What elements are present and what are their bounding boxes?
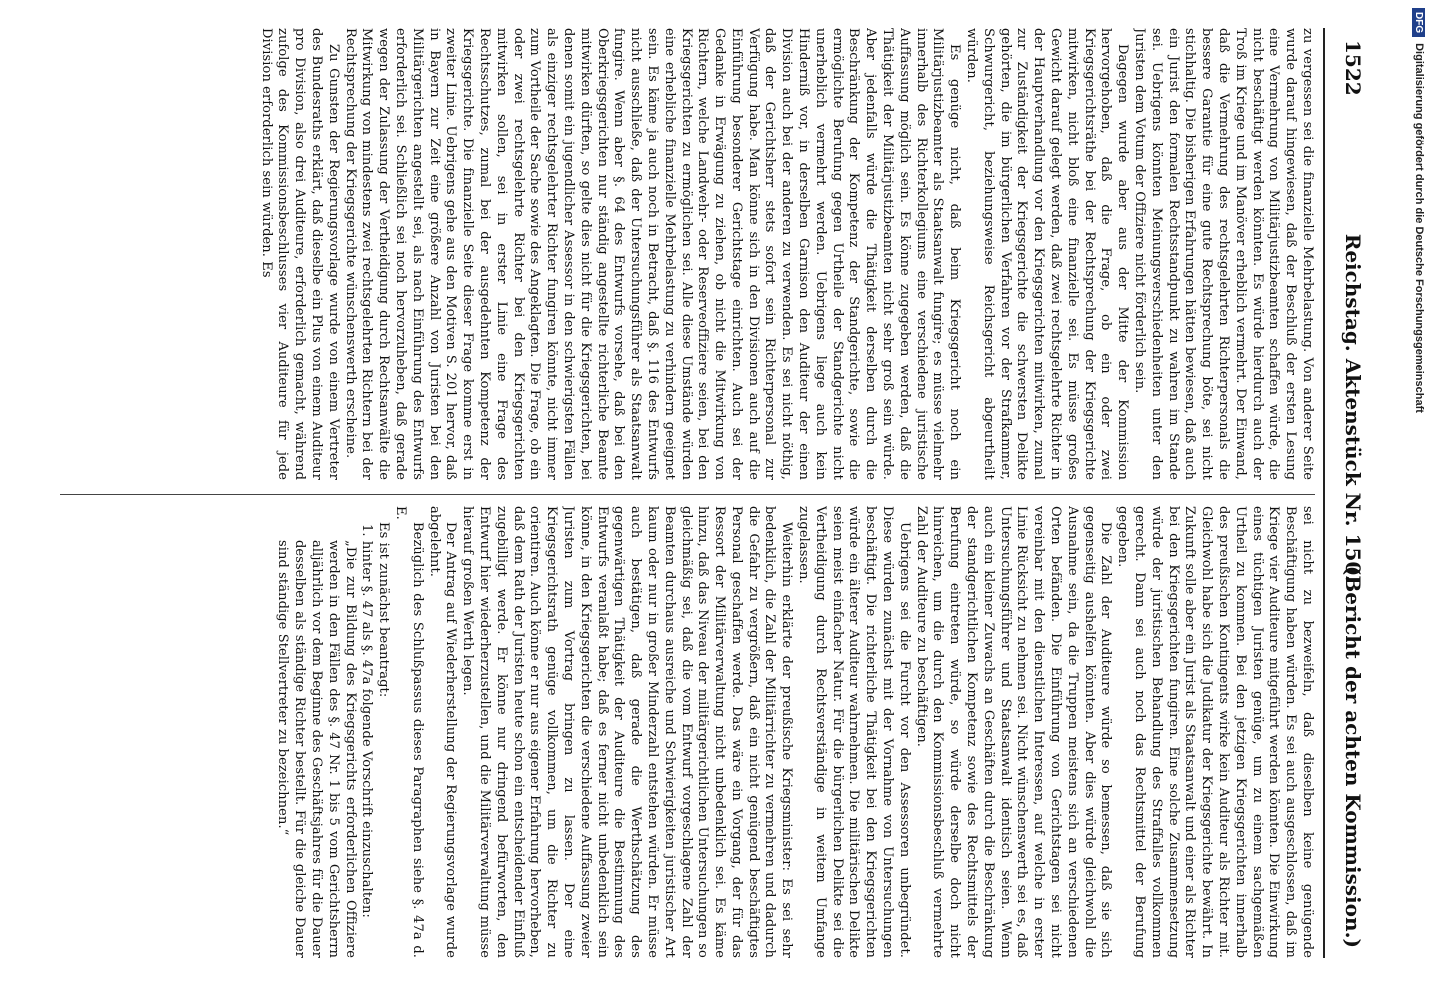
page-number: 1522 bbox=[1341, 40, 1365, 96]
paragraph: Dagegen wurde aber aus der Mitte der Kommission hervorgehoben, daß die Frage, ob ein oder zwei Kriegsgerichtsräthe bei der Rechtsprechung der Kriegsgerichte mitwirken, nicht bloß eine finanzielle sei. Es müsse großes Gewicht darauf gelegt werden, daß zwei rechtsgelehrte Richter in der Hauptverhandlung vor den Kriegsgerichten mitwirken, zumal zur Zuständigkeit der Kriegsgerichte die schwersten Delikte gehörten, die im bürgerlichen Verfahren vor der Strafkammer, Schwurgericht, beziehungsweise Reichsgericht abgeurtheilt würden. bbox=[964, 28, 1131, 480]
right-column bbox=[60, 506, 1315, 958]
header-rule bbox=[1323, 28, 1325, 958]
quoted-provision: „Die zur Bildung des Kriegsgerichts erforderlichen Offiziere werden in den Fällen des §. 47 Nr. 1 bis 5 vom Gerichtsherrn alljährlich vor dem Beginne des Geschäftsjahres für die Dauer desselben als ständige Richter bestellt. Für die gleiche Dauer sind ständige Stellvertreter zu bezeichnen.“ bbox=[275, 540, 358, 958]
paragraph: Zu Gunsten der Regierungsvorlage wurde von einem Vertreter des Bundesraths erklärt, daß dieselbe ein Plus von einem Auditeur pro Division, also drei Auditeure, erforderlich gemacht, während zufolge des Kommissionsbeschlusses vier Auditeure für jede Division erforderlich sein würden. Es bbox=[258, 28, 341, 480]
document-page bbox=[53, 28, 1373, 958]
paragraph: zu vergessen sei die finanzielle Mehrbelastung. Von anderer Seite wurde darauf hingewiesen, daß der Beschluß der ersten Lesung eine Vermehrung von Militärjustizbeamten schaffen würde, die nicht beschäftigt werden könnten. Es würde hierdurch auch der Troß im Kriege und im Manöver erheblich vermehrt. Der Einwand, daß die Vermehrung des rechtsgelehrten Richterpersonals die bessere Garantie für eine gute Rechtsprechung böte, sei nicht stichhaltig. Die bisherigen Erfahrungen hätten bewiesen, daß auch ein Jurist den formalen Rechtsstandpunkt zu wahren im Stande sei. Uebrigens könnten Meinungsverschiedenheiten unter den Juristen dem Votum der Offiziere nicht förderlich sein. bbox=[1132, 28, 1315, 480]
paragraph: sei nicht zu bezweifeln, daß dieselben keine genügende Beschäftigung haben würden. Es sei auch ausgeschlossen, daß im Kriege vier Auditeure mitgeführt werden könnten. Die Einwirkung eines tüchtigen Juristen genüge, um zu einem sachgemäßen Urtheil zu kommen. Bei den jetzigen Kriegsgerichten innerhalb des preußischen Kontingents wirke kein Auditeur als Richter mit. Gleichwohl habe sich die Judikatur der Kriegsgerichte bewährt. In Zukunft solle aber ein Jurist als Staatsanwalt und einer als Richter bei den Kriegsgerichten fungiren. Eine solche Zusammensetzung würde der juristischen Behandlung des Straffalles vollkommen gerecht. Dann sei auch noch das Rechtsmittel der Berufung gegeben. bbox=[1115, 506, 1315, 958]
paragraph: Uebrigens sei die Furcht vor den Assessoren unbegründet. Diese würden zunächst mit der Vornahme von Untersuchungen beschäftigt. Die richterliche Thätigkeit bei den Kriegsgerichten würde ein älterer Auditeur wahrnehmen. Die militärischen Delikte seien meist einfacher Natur. Für die bürgerlichen Delikte sei die Vertheidigung durch Rechtsverständige in weitem Umfange zugelassen. bbox=[796, 506, 912, 958]
page-header bbox=[1327, 28, 1373, 958]
paragraph: Bezüglich des Schlußpassus dieses Paragraphen siehe §. 47a d. E. bbox=[392, 506, 425, 958]
paragraph: Es genüge nicht, daß beim Kriegsgericht noch ein Militärjustizbeamter als Staatsanwalt fungire; es müsse vielmehr innerhalb des Richterkollegiums eine verschiedene juristische Auffassung möglich sein. Es könne zugegeben werden, daß die Thätigkeit der Militärjustizbeamten nicht sehr groß sein würde. Aber jedenfalls würde die Thätigkeit derselben durch die Beschränkung der Kompetenz der Standgerichte, sowie die ermöglichte Berufung gegen Urtheile der Standgerichte nicht unerheblich vermehrt werden. Uebrigens liege auch kein Hinderniß vor, in derselben Garnison den Auditeur der einen Division auch bei der anderen zu verwenden. Es sei nicht nöthig, daß der Gerichtsherr stets sofort sein Richterpersonal zur Verfügung habe. Man könne sich in den Divisionen auch auf die Einführung besonderer Gerichtstage einrichten. Auch sei der Gedanke in Erwägung zu ziehen, ob nicht die Mitwirkung von Richtern, welche Landwehr- oder Reserveoffiziere seien, bei den Kriegsgerichten zu ermöglichen sei. Alle diese Umstände würden eine erhebliche finanzielle Mehrbelastung zu verhindern geeignet sein. Es käme ja auch noch in Betracht, daß §. 116 des Entwurfs nicht ausschließe, daß der Untersuchungsführer als Staatsanwalt fungire. Wenn aber §. 64 des Entwurfs vorsehe, daß bei den Oberkriegsgerichten nur ständig angestellte richterliche Beamte mitwirken dürften, so gelte dies nicht für die Kriegsgerichten, bei denen somit ein jugendlicher Assessor in den schwierigsten Fällen als einziger rechtsgelehrter Richter fungiren könnte, nicht immer zum Vortheile der Sache sowie des Angeklagten. Die Frage, ob ein oder zwei rechtsgelehrte Richter bei den Kriegsgerichten mitwirken sollen, sei in erster Linie eine Frage des Rechtsschutzes, zumal bei der ausgedehnten Kompetenz der Kriegsgerichte. Die finanzielle Seite dieser Frage komme erst in zweiter Linie. Uebrigens gehe aus den Motiven S. 201 hervor, daß in Bayern zur Zeit eine größere Anzahl von Juristen bei den Militärgerichten angestellt sei, als nach Einführung des Entwurfs erforderlich sei. Schließlich sei noch hervorzuheben, daß gerade wegen der Zulassung der Vertheidigung durch Rechtsanwälte die Mitwirkung von mindestens zwei rechtsgelehrten Richtern bei der Rechtsprechung der Kriegsgerichte wünschenswerth erscheine. bbox=[342, 28, 963, 480]
paragraph: Der Antrag auf Wiederherstellung der Regierungsvorlage wurde abgelehnt. bbox=[426, 506, 459, 958]
paragraph: Die Zahl der Auditeure würde so bemessen, daß sie sich gegenseitig aushelfen könnten. Aber dies würde gleichwohl die Ausnahme sein, da die Truppen meistens sich an verschiedenen Orten befänden. Die Einführung von Gerichtstagen sei nicht vereinbar mit den dienstlichen Interessen, auf welche in erster Linie Rücksicht zu nehmen sei. Nicht wünschenswerth sei es, daß Untersuchungsführer und Staatsanwalt identisch seien. Wenn auch ein kleiner Zuwachs an Geschäften durch die Beschränkung der standgerichtlichen Kompetenz sowie des Rechtsmittels der Berufung eintreten würde, so würde derselbe doch nicht hinreichen, um die durch den Kommissionsbeschluß vermehrte Zahl der Auditeure zu beschäftigen. bbox=[913, 506, 1114, 958]
paragraph: Es ist zunächst beantragt: bbox=[376, 522, 392, 698]
numbered-item: 1. hinter §. 47 als §. 47a folgende Vorschrift einzuschalten: bbox=[359, 524, 375, 918]
column-divider bbox=[60, 494, 1315, 495]
dfg-logo: DFG bbox=[1412, 8, 1425, 37]
left-column bbox=[60, 28, 1315, 480]
digitization-note-text: Digitalisierung gefördert durch die Deutsche Forschungsgemeinschaft bbox=[1413, 43, 1425, 413]
paragraph: Weiterhin erklärte der preußische Kriegsminister: Es sei sehr bedenklich, die Zahl der Militärrichter zu vermehren und dadurch die Gefahr zu vergrößern, daß ein nicht genügend beschäftigtes Personal geschaffen werde. Das wäre ein Vorgang, der für das Ressort der Militärverwaltung nicht unbedenklich sei. Es käme hinzu, daß das Niveau der militärgerichtlichen Untersuchungen so gleichmäßig sei, daß die vom Entwurf vorgeschlagene Zahl der Beamten durchaus ausreiche und Schwierigkeiten juristischer Art kaum oder nur in großer Minderzahl entstehen würden. Er müsse auch bestätigen, daß gerade die Werthschätzung des gegenwärtigen Thätigkeit der Auditeure die Bestimmung des Entwurfs veranlaßt habe; daß es ferner nicht unbedenklich sein könne, in den Kriegsgerichten die verschiedene Auffassung zweier Juristen zum Vortrag bringen zu lassen. Der eine Kriegsgerichtsrath genüge vollkommen, um die Richter zu orientiren. Auch könne er nur aus eigener Erfahrung hervorheben, daß dem Rath der Juristen heute schon ein entscheidender Einfluß zugebilligt werde. Er könne nur dringend befürworten, den Entwurf hier wiederherzustellen, und die Militärverwaltung müsse hierauf großen Werth legen. bbox=[460, 506, 795, 958]
running-title: Reichstag. Aktenstück Nr. 150. bbox=[1341, 233, 1365, 583]
digitization-note bbox=[1412, 8, 1425, 413]
section-title: (Bericht der achten Kommission.) bbox=[1341, 565, 1365, 948]
